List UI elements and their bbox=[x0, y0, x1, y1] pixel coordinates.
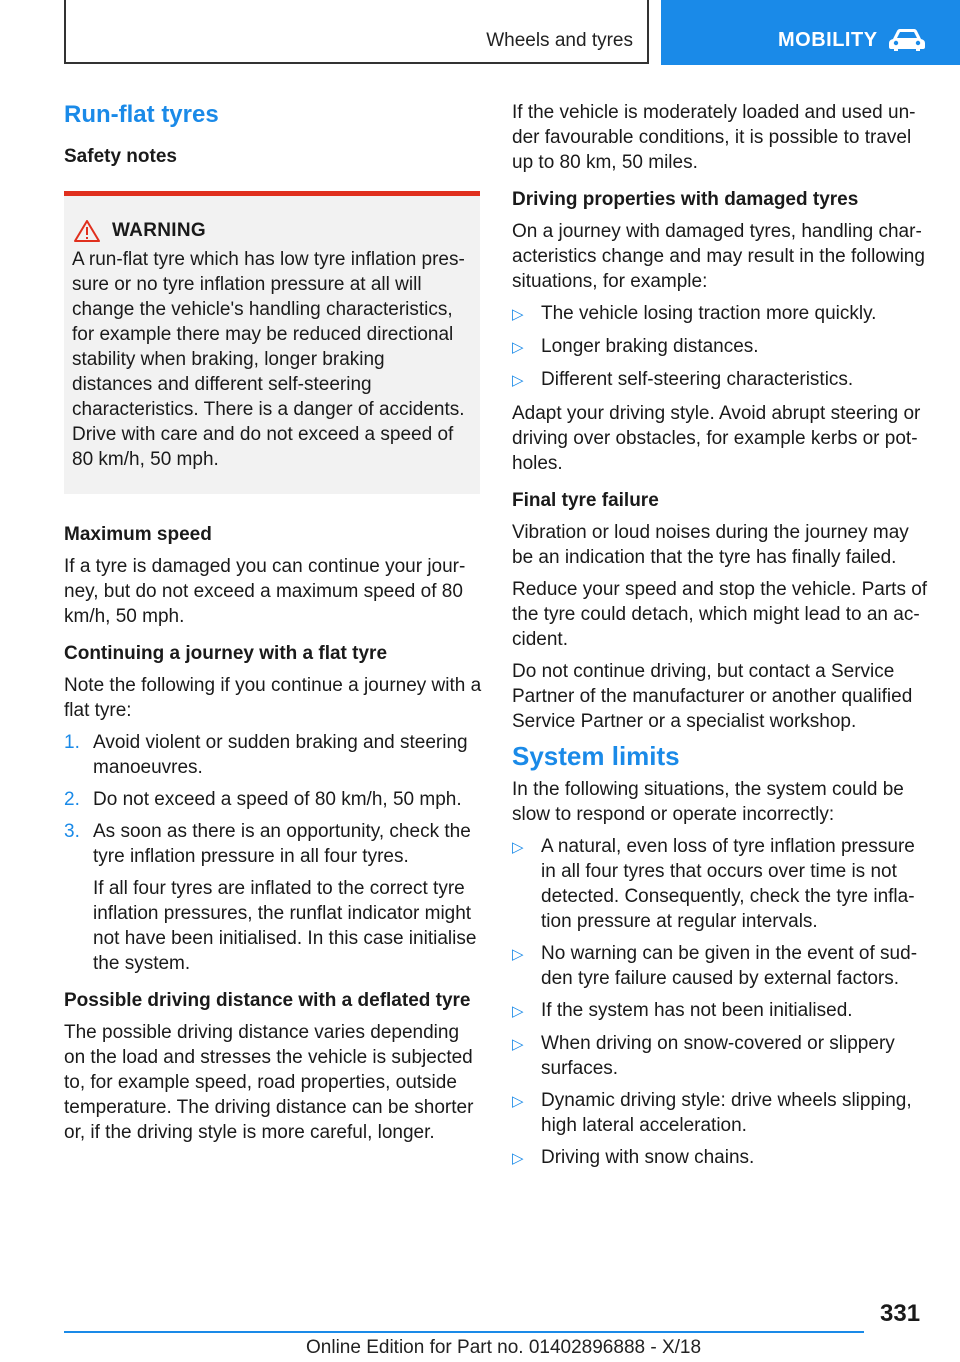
step-number: 1. bbox=[64, 732, 80, 753]
distance-heading: Possible driving distance with a deflated tyre bbox=[64, 990, 471, 1011]
list-item bbox=[64, 730, 484, 780]
header-chapter-tab bbox=[661, 0, 960, 65]
triangle-bullet-icon: ▷ bbox=[512, 1003, 524, 1020]
list-item-text: If the system has not been initialised. bbox=[541, 1000, 853, 1021]
list-item bbox=[512, 1088, 930, 1138]
list-item bbox=[512, 367, 930, 393]
warning-label: WARNING bbox=[112, 220, 206, 241]
list-item bbox=[512, 998, 930, 1024]
damaged-heading: Driving properties with damaged tyres bbox=[512, 189, 859, 210]
list-item-text: When driving on snow-covered or slippery surfaces. bbox=[541, 1033, 895, 1079]
damaged-text: On a journey with damaged tyres, handling characteristics change and may result in the following situations, for example: bbox=[512, 221, 925, 292]
list-item-text: Dynamic driving style: drive wheels slipping, high lateral acceleration. bbox=[541, 1090, 912, 1136]
list-item-text: A natural, even loss of tyre inflation pressure in all four tyres that occurs over time is not detected. Consequently, check the tyre inflation pressure at regular intervals. bbox=[541, 836, 915, 932]
section-title-run-flat: Run-flat tyres bbox=[64, 101, 219, 128]
warning-box bbox=[64, 191, 480, 494]
step-text: Avoid violent or sudden braking and steering manoeuvres. bbox=[93, 732, 468, 778]
step-text: Do not exceed a speed of 80 km/h, 50 mph. bbox=[93, 789, 462, 810]
failure-text-2: Reduce your speed and stop the vehicle. Parts of the tyre could detach, which might lead to an accident. bbox=[512, 579, 928, 650]
right-column bbox=[512, 100, 930, 1179]
limits-text: In the following situations, the system could be slow to respond or operate incorrectly: bbox=[512, 779, 904, 825]
section-title-system-limits: System limits bbox=[512, 741, 680, 771]
list-item bbox=[512, 1145, 930, 1171]
header-section-title: Wheels and tyres bbox=[486, 30, 633, 51]
footer-divider bbox=[64, 1331, 864, 1333]
triangle-bullet-icon: ▷ bbox=[512, 1150, 524, 1167]
list-item-text: No warning can be given in the event of sudden tyre failure caused by external factors. bbox=[541, 943, 918, 989]
failure-text-1: Vibration or loud noises during the journey may be an indication that the tyre has finally failed. bbox=[512, 522, 909, 568]
list-item-text: Driving with snow chains. bbox=[541, 1147, 755, 1168]
list-item-text: Different self-steering characteristics. bbox=[541, 369, 854, 390]
left-column bbox=[64, 100, 484, 1152]
warning-triangle-icon bbox=[74, 220, 100, 242]
list-item bbox=[512, 834, 930, 934]
step-extra-text: If all four tyres are inflated to the correct tyre inflation pressures, the runflat indicator might not have been initialised. In this case initialise the system. bbox=[93, 878, 477, 974]
continuing-steps-list bbox=[64, 730, 484, 976]
safety-notes-heading: Safety notes bbox=[64, 146, 177, 167]
triangle-bullet-icon: ▷ bbox=[512, 839, 524, 856]
page-number: 331 bbox=[880, 1300, 921, 1327]
triangle-bullet-icon: ▷ bbox=[512, 946, 524, 963]
step-number: 2. bbox=[64, 789, 80, 810]
list-item bbox=[512, 301, 930, 327]
continuing-text: Note the following if you continue a journey with a flat tyre: bbox=[64, 675, 482, 721]
car-icon bbox=[887, 28, 927, 52]
distance-text: The possible driving distance varies depending on the load and stresses the vehicle is subjected to, for example speed, road properties, outside temperature. The driving distance can be shorter or, if the driving style is more careful, longer. bbox=[64, 1022, 474, 1143]
header-section-box bbox=[64, 0, 649, 64]
max-speed-text: If a tyre is damaged you can continue your journey, but do not exceed a maximum speed of 80 km/h, 50 mph. bbox=[64, 556, 466, 627]
list-item bbox=[512, 334, 930, 360]
list-item-text: Longer braking distances. bbox=[541, 336, 759, 357]
list-item bbox=[512, 1031, 930, 1081]
failure-text-3: Do not continue driving, but contact a Service Partner of the manufacturer or another qualified Service Partner or a specialist workshop. bbox=[512, 661, 913, 732]
step-text: As soon as there is an opportunity, check the tyre inflation pressure in all four tyres. bbox=[93, 821, 471, 867]
max-speed-heading: Maximum speed bbox=[64, 524, 212, 545]
footer-edition: Online Edition for Part no. 01402896888 - X/18 bbox=[306, 1337, 702, 1358]
continuing-heading: Continuing a journey with a flat tyre bbox=[64, 643, 388, 664]
intro-text: If the vehicle is moderately loaded and used under favourable conditions, it is possible to travel up to 80 km, 50 miles. bbox=[512, 102, 916, 173]
warning-text: A run-flat tyre which has low tyre inflation pressure or no tyre inflation pressure at all will change the vehicle's handling characteristics, for example there may be reduced directional stability when braking, longer braking distances and different self-steering characteristics. There is a danger of accidents. Drive with care and do not exceed a speed of 80 km/h, 50 mph. bbox=[72, 249, 465, 470]
triangle-bullet-icon: ▷ bbox=[512, 372, 524, 389]
damaged-list bbox=[512, 301, 930, 393]
step-number: 3. bbox=[64, 821, 80, 842]
list-item bbox=[512, 941, 930, 991]
failure-heading: Final tyre failure bbox=[512, 490, 659, 511]
triangle-bullet-icon: ▷ bbox=[512, 1093, 524, 1110]
triangle-bullet-icon: ▷ bbox=[512, 339, 524, 356]
list-item bbox=[64, 819, 484, 976]
list-item bbox=[64, 787, 484, 812]
list-item-text: The vehicle losing traction more quickly. bbox=[541, 303, 877, 324]
limits-list bbox=[512, 834, 930, 1171]
adapt-text: Adapt your driving style. Avoid abrupt steering or driving over obstacles, for example kerbs or potholes. bbox=[512, 403, 921, 474]
triangle-bullet-icon: ▷ bbox=[512, 306, 524, 323]
triangle-bullet-icon: ▷ bbox=[512, 1036, 524, 1053]
header-chapter-title: MOBILITY bbox=[778, 29, 878, 51]
